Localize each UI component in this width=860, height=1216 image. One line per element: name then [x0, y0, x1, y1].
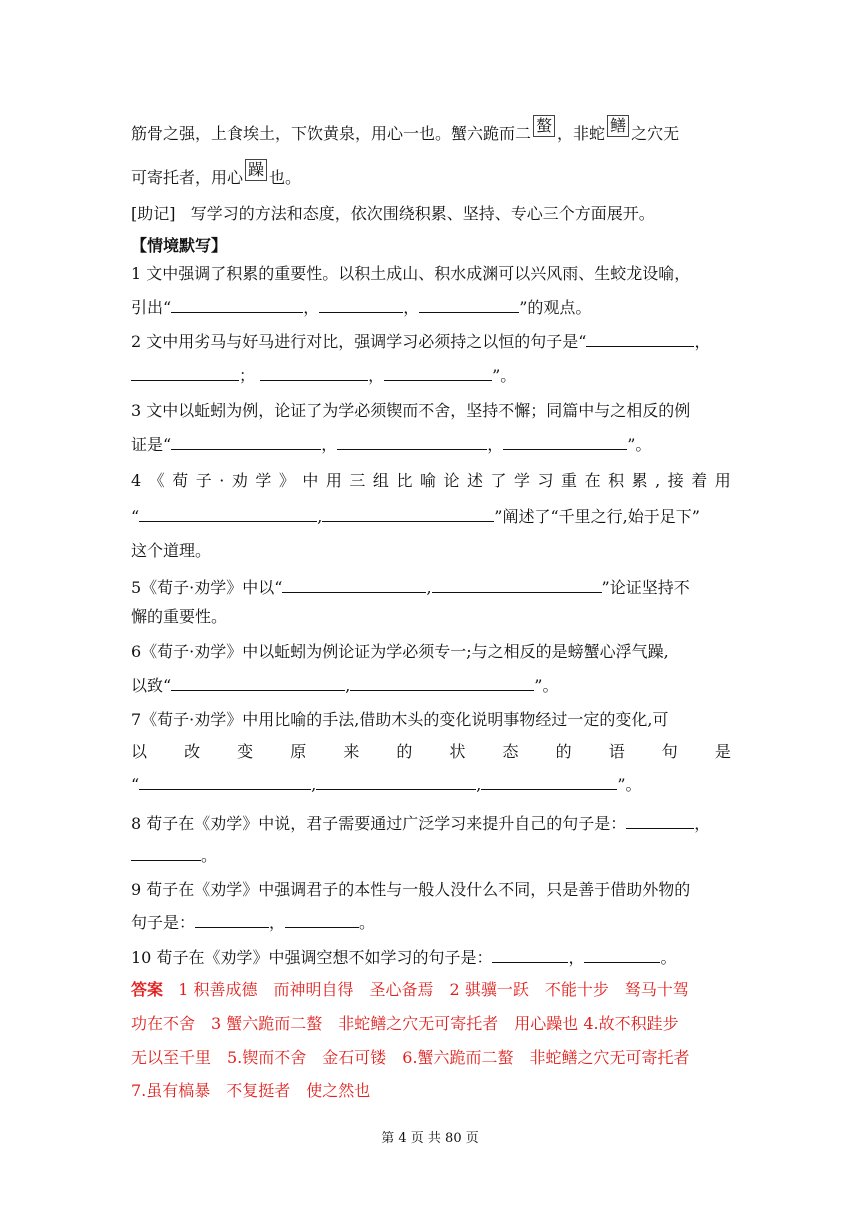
page-footer: 第 4 页 共 80 页 [381, 1131, 479, 1146]
char: 在 [584, 471, 601, 490]
question-4-line-2 [131, 505, 700, 528]
text: 以致“ [131, 676, 172, 695]
boxed-char-ao: 螯 [533, 115, 555, 137]
question-5-line-1 [131, 576, 690, 599]
text: 。 [201, 846, 218, 865]
text: ”。 [492, 366, 517, 385]
question-6-line-1: 6《荀子·劝学》中以蚯蚓为例论证为学必须专一;与之相反的是螃蟹心浮气躁, [131, 642, 669, 661]
text: ”论证坚持不 [601, 578, 690, 597]
char: 劝 [231, 471, 248, 490]
text: ”的观点。 [519, 298, 592, 317]
fill-blank[interactable] [131, 364, 239, 381]
text: , [311, 775, 317, 794]
char: 学 [255, 471, 272, 490]
fill-blank[interactable] [492, 946, 568, 963]
answers-line-3: 无以至千里 5.锲而不舍 金石可镂 6.蟹六跪而二螯 非蛇鳝之穴无可寄托者 [131, 1048, 690, 1067]
char: 习 [537, 471, 554, 490]
char: 积 [608, 471, 625, 490]
question-9-line-2 [131, 911, 375, 934]
fill-blank[interactable] [319, 296, 403, 313]
answers-line-2: 功在不舍 3 蟹六跪而二螯 非蛇鳝之穴无可寄托者 用心躁也 4.故不积跬步 [131, 1014, 679, 1033]
text: 2 文中用劣马与好马进行对比，强调学习必须持之以恒的句子是“ [131, 332, 587, 351]
char: 《 [148, 471, 165, 490]
passage-text: 之穴无 [631, 124, 680, 143]
fill-blank[interactable] [584, 946, 660, 963]
question-7-line-2 [131, 741, 731, 763]
text: , [317, 507, 323, 526]
text: “ [131, 507, 140, 526]
text: ， [694, 332, 711, 351]
text: ， [568, 948, 585, 967]
fill-blank[interactable] [285, 911, 359, 928]
passage-line-1 [131, 116, 680, 145]
char: 改 [184, 742, 201, 761]
question-6-line-2 [131, 674, 558, 697]
passage-text: ，非蛇 [557, 124, 606, 143]
mnemonic-label: [助记] [131, 204, 176, 223]
char: 是 [714, 742, 731, 761]
passage-text: 筋骨之强，上食埃土，下饮黄泉，用心一也。蟹六跪而二 [131, 124, 532, 143]
text: “ [131, 775, 140, 794]
text: 引出“ [131, 298, 172, 317]
char: 来 [343, 742, 360, 761]
fill-blank[interactable] [337, 433, 487, 450]
char: 学 [514, 471, 531, 490]
text: 。 [359, 913, 376, 932]
char: 子 [195, 471, 212, 490]
char: 论 [443, 471, 460, 490]
question-4-line-3: 这个道理。 [131, 541, 212, 560]
fill-blank[interactable] [350, 674, 534, 691]
char: 用 [325, 471, 342, 490]
question-7-line-3 [131, 773, 642, 796]
fill-blank[interactable] [481, 773, 617, 790]
char: 述 [466, 471, 483, 490]
text: ”。 [617, 775, 642, 794]
question-1-line-1: 1 文中强调了积累的重要性。以积土成山、积水成渊可以兴风雨、生蛟龙设喻， [131, 264, 691, 283]
text: 5《荀子·劝学》中以“ [131, 578, 283, 597]
boxed-char-shan: 鳝 [607, 115, 629, 137]
char: 态 [502, 742, 519, 761]
char: 组 [372, 471, 389, 490]
char: 原 [290, 742, 307, 761]
text: ， [694, 814, 711, 833]
answers-text: 1 积善成德 而神明自得 圣心备焉 2 骐骥一跃 不能十步 驽马十驾 [178, 980, 689, 999]
char: 语 [608, 742, 625, 761]
text: ， [487, 435, 504, 454]
text: ， [403, 298, 420, 317]
char: 比 [396, 471, 413, 490]
char: 用 [714, 471, 731, 490]
text: 证是“ [131, 435, 172, 454]
char: 以 [131, 742, 148, 761]
passage-line-2 [131, 160, 302, 189]
text: , [476, 775, 482, 794]
text: ”。 [534, 676, 559, 695]
question-2-line-2 [131, 364, 516, 387]
fill-blank[interactable] [316, 773, 476, 790]
char: 中 [302, 471, 319, 490]
fill-blank[interactable] [384, 364, 492, 381]
fill-blank[interactable] [260, 364, 368, 381]
question-5-line-2: 懈的重要性。 [131, 607, 228, 626]
fill-blank[interactable] [131, 844, 201, 861]
fill-blank[interactable] [195, 911, 269, 928]
section-title: 【情境默写】 [131, 236, 228, 255]
text: ”阐述了“千里之行,始于足下” [494, 507, 700, 526]
passage-text: 也。 [269, 168, 302, 187]
question-1-line-2 [131, 296, 591, 319]
answers-line-1 [131, 979, 689, 1001]
fill-blank[interactable] [626, 812, 694, 829]
char: 》 [278, 471, 295, 490]
question-3-line-2 [131, 433, 651, 456]
mnemonic [131, 203, 655, 225]
char: 的 [555, 742, 572, 761]
char: 状 [449, 742, 466, 761]
question-7-line-1: 7《荀子·劝学》中用比喻的手法,借助木头的变化说明事物经过一定的变化,可 [131, 710, 669, 729]
char: 句 [661, 742, 678, 761]
text: , [426, 578, 432, 597]
fill-blank[interactable] [139, 773, 311, 790]
char: 接 [667, 471, 684, 490]
mnemonic-text: 写学习的方法和态度，依次围绕积累、坚持、专心三个方面展开。 [190, 204, 655, 223]
question-4-line-1 [131, 470, 731, 492]
text: 。 [660, 948, 677, 967]
char: 三 [349, 471, 366, 490]
question-8-line-1 [131, 812, 710, 835]
char: 喻 [419, 471, 436, 490]
char: 着 [691, 471, 708, 490]
text: ， [321, 435, 338, 454]
boxed-char-zao: 躁 [245, 159, 267, 181]
text: ”。 [627, 435, 652, 454]
fill-blank[interactable] [171, 296, 303, 313]
answers-label: 答案 [131, 980, 164, 999]
text: 8 荀子在《劝学》中说，君子需要通过广泛学习来提升自己的句子是： [131, 814, 627, 833]
fill-blank[interactable] [139, 505, 317, 522]
char: 4 [131, 471, 142, 490]
fill-blank[interactable] [419, 296, 519, 313]
char: 了 [490, 471, 507, 490]
text: , [345, 676, 351, 695]
char: 的 [396, 742, 413, 761]
answers-line-4: 7.虽有槁暴 不复挺者 使之然也 [131, 1081, 371, 1100]
fill-blank[interactable] [586, 330, 694, 347]
question-9-line-1: 9 荀子在《劝学》中强调君子的本性与一般人没什么不同，只是善于借助外物的 [131, 880, 691, 899]
fill-blank[interactable] [171, 674, 345, 691]
fill-blank[interactable] [282, 576, 426, 593]
text: 句子是： [131, 913, 196, 932]
text: ， [368, 366, 385, 385]
question-2-line-1 [131, 330, 710, 353]
fill-blank[interactable] [503, 433, 627, 450]
char: 变 [237, 742, 254, 761]
char: · [219, 471, 225, 490]
text: ， [303, 298, 320, 317]
fill-blank[interactable] [432, 576, 602, 593]
char: 荀 [172, 471, 189, 490]
passage-text: 可寄托者，用心 [131, 168, 244, 187]
char: , [655, 471, 661, 490]
question-10-line-1 [131, 946, 676, 969]
fill-blank[interactable] [322, 505, 494, 522]
char: 重 [561, 471, 578, 490]
text: 10 荀子在《劝学》中强调空想不如学习的句子是： [131, 948, 493, 967]
question-3-line-1: 3 文中以蚯蚓为例，论证了为学必须锲而不舍，坚持不懈；同篇中与之相反的例 [131, 401, 691, 420]
text: ， [269, 913, 286, 932]
question-8-line-2 [131, 844, 217, 867]
text: ； [239, 366, 256, 385]
char: 累 [631, 471, 648, 490]
fill-blank[interactable] [171, 433, 321, 450]
